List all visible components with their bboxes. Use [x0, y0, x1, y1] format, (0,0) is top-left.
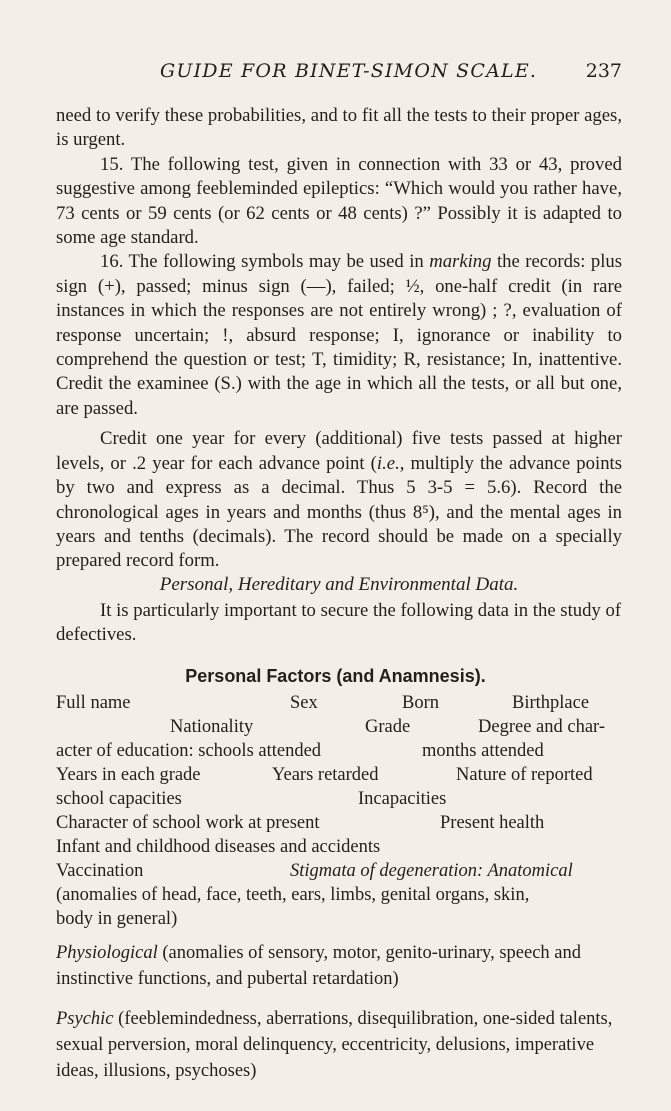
- body-text: [56, 104, 622, 574]
- sex-field: Sex: [290, 693, 318, 713]
- born-field: Born: [402, 693, 439, 713]
- grade-field: Grade: [365, 717, 411, 737]
- page-number: 237: [585, 60, 622, 82]
- factors-row-2: [56, 717, 622, 741]
- psychic-label: Psychic: [56, 1009, 114, 1029]
- years-each-grade-field: Years in each grade: [56, 765, 201, 785]
- factors-row-6: [56, 813, 622, 837]
- factors-heading: Personal Factors (and Anamnesis).: [185, 666, 486, 686]
- psychic-block: [56, 1006, 622, 1084]
- stigmata-label: Stigmata of degeneration: Anatomical: [290, 861, 573, 881]
- character-work-field: Character of school work at present: [56, 813, 320, 833]
- months-attended-field: months attended: [422, 741, 544, 761]
- section-title: Personal, Hereditary and Environmental Data.: [159, 574, 519, 595]
- anomalies-line-2: body in general): [56, 909, 178, 929]
- page-header: [56, 60, 622, 84]
- paragraph-16-rest: the records: plus sign (+), passed; minus sign (—), failed; ½, one-half credit (in rare instances in which the responses are not entirely wrong) ; ?, evaluation of response uncertain; !, absurd response; I, ignorance or inability to comprehend the question or test; T, timidity; R, resistance; In, inattentive. Credit the examinee (S.) with the age in which all the tests, or all but one, are passed.: [56, 251, 622, 419]
- nature-reported-field: Nature of reported: [456, 765, 593, 785]
- psychic-text: (feeblemindedness, aberrations, disequilibration, one-sided talents, sexual perversion, moral delinquency, eccentricity, delusions, imperative ideas, illusions, psychoses): [56, 1009, 613, 1081]
- personal-factors-list: [56, 693, 622, 933]
- physiological-label: Physiological: [56, 943, 158, 963]
- present-health-field: Present health: [440, 813, 545, 833]
- paragraph-credit-emphasis: i.e.,: [376, 452, 405, 474]
- running-title: GUIDE FOR BINET-SIMON SCALE.: [160, 60, 538, 82]
- birthplace-field: Birthplace: [512, 693, 590, 713]
- full-name-field: Full name: [56, 693, 131, 713]
- physiological-block: [56, 940, 622, 992]
- paragraph-credit: [56, 427, 622, 573]
- incapacities-field: Incapacities: [358, 789, 447, 809]
- nationality-field: Nationality: [170, 717, 254, 737]
- anomalies-line-1: (anomalies of head, face, teeth, ears, limbs, genital organs, skin,: [56, 885, 530, 905]
- factors-row-5: [56, 789, 622, 813]
- factors-row-8: [56, 861, 622, 885]
- infant-diseases-field: Infant and childhood diseases and accidents: [56, 837, 381, 857]
- vaccination-field: Vaccination: [56, 861, 144, 881]
- physiological-text: (anomalies of sensory, motor, genito-urinary, speech and instinctive functions, and pubertal retardation): [56, 943, 581, 989]
- years-retarded-field: Years retarded: [272, 765, 379, 785]
- factors-row-1: [56, 693, 622, 717]
- section-intro: It is particularly important to secure the following data in the study of defectives.: [56, 600, 622, 645]
- factors-row-4: [56, 765, 622, 789]
- paragraph-15: 15. The following test, given in connection with 33 or 43, proved suggestive among feebleminded epileptics: “Which would you rather have, 73 cents or 59 cents (or 62 cents or 48 cents) ?” Possibly it is adapted to some age standard.: [56, 153, 622, 249]
- paragraph-16: [56, 250, 622, 421]
- education-schools-field: acter of education: schools attended: [56, 741, 322, 761]
- paragraph-continuation: need to verify these probabilities, and to fit all the tests to their proper ages, is urgent.: [56, 105, 622, 151]
- factors-row-3: [56, 741, 622, 765]
- paragraph-credit-rest: multiply the advance points by two and express as a decimal. Thus 5 3-5 = 5.6). Record the chronological ages in years and months (thus 8⁵), and the mental ages in years and tenths (decimals). The record should be made on a specially prepared record form.: [56, 452, 622, 572]
- paragraph-credit-lead: Credit one year for every (additional) five tests passed at higher levels, or .2 year for each advance point (: [56, 428, 622, 474]
- degree-character-field: Degree and char-: [478, 717, 605, 737]
- school-capacities-field: school capacities: [56, 789, 182, 809]
- paragraph-16-lead: 16. The following symbols may be used in: [100, 251, 430, 273]
- paragraph-16-emphasis: marking: [429, 251, 492, 273]
